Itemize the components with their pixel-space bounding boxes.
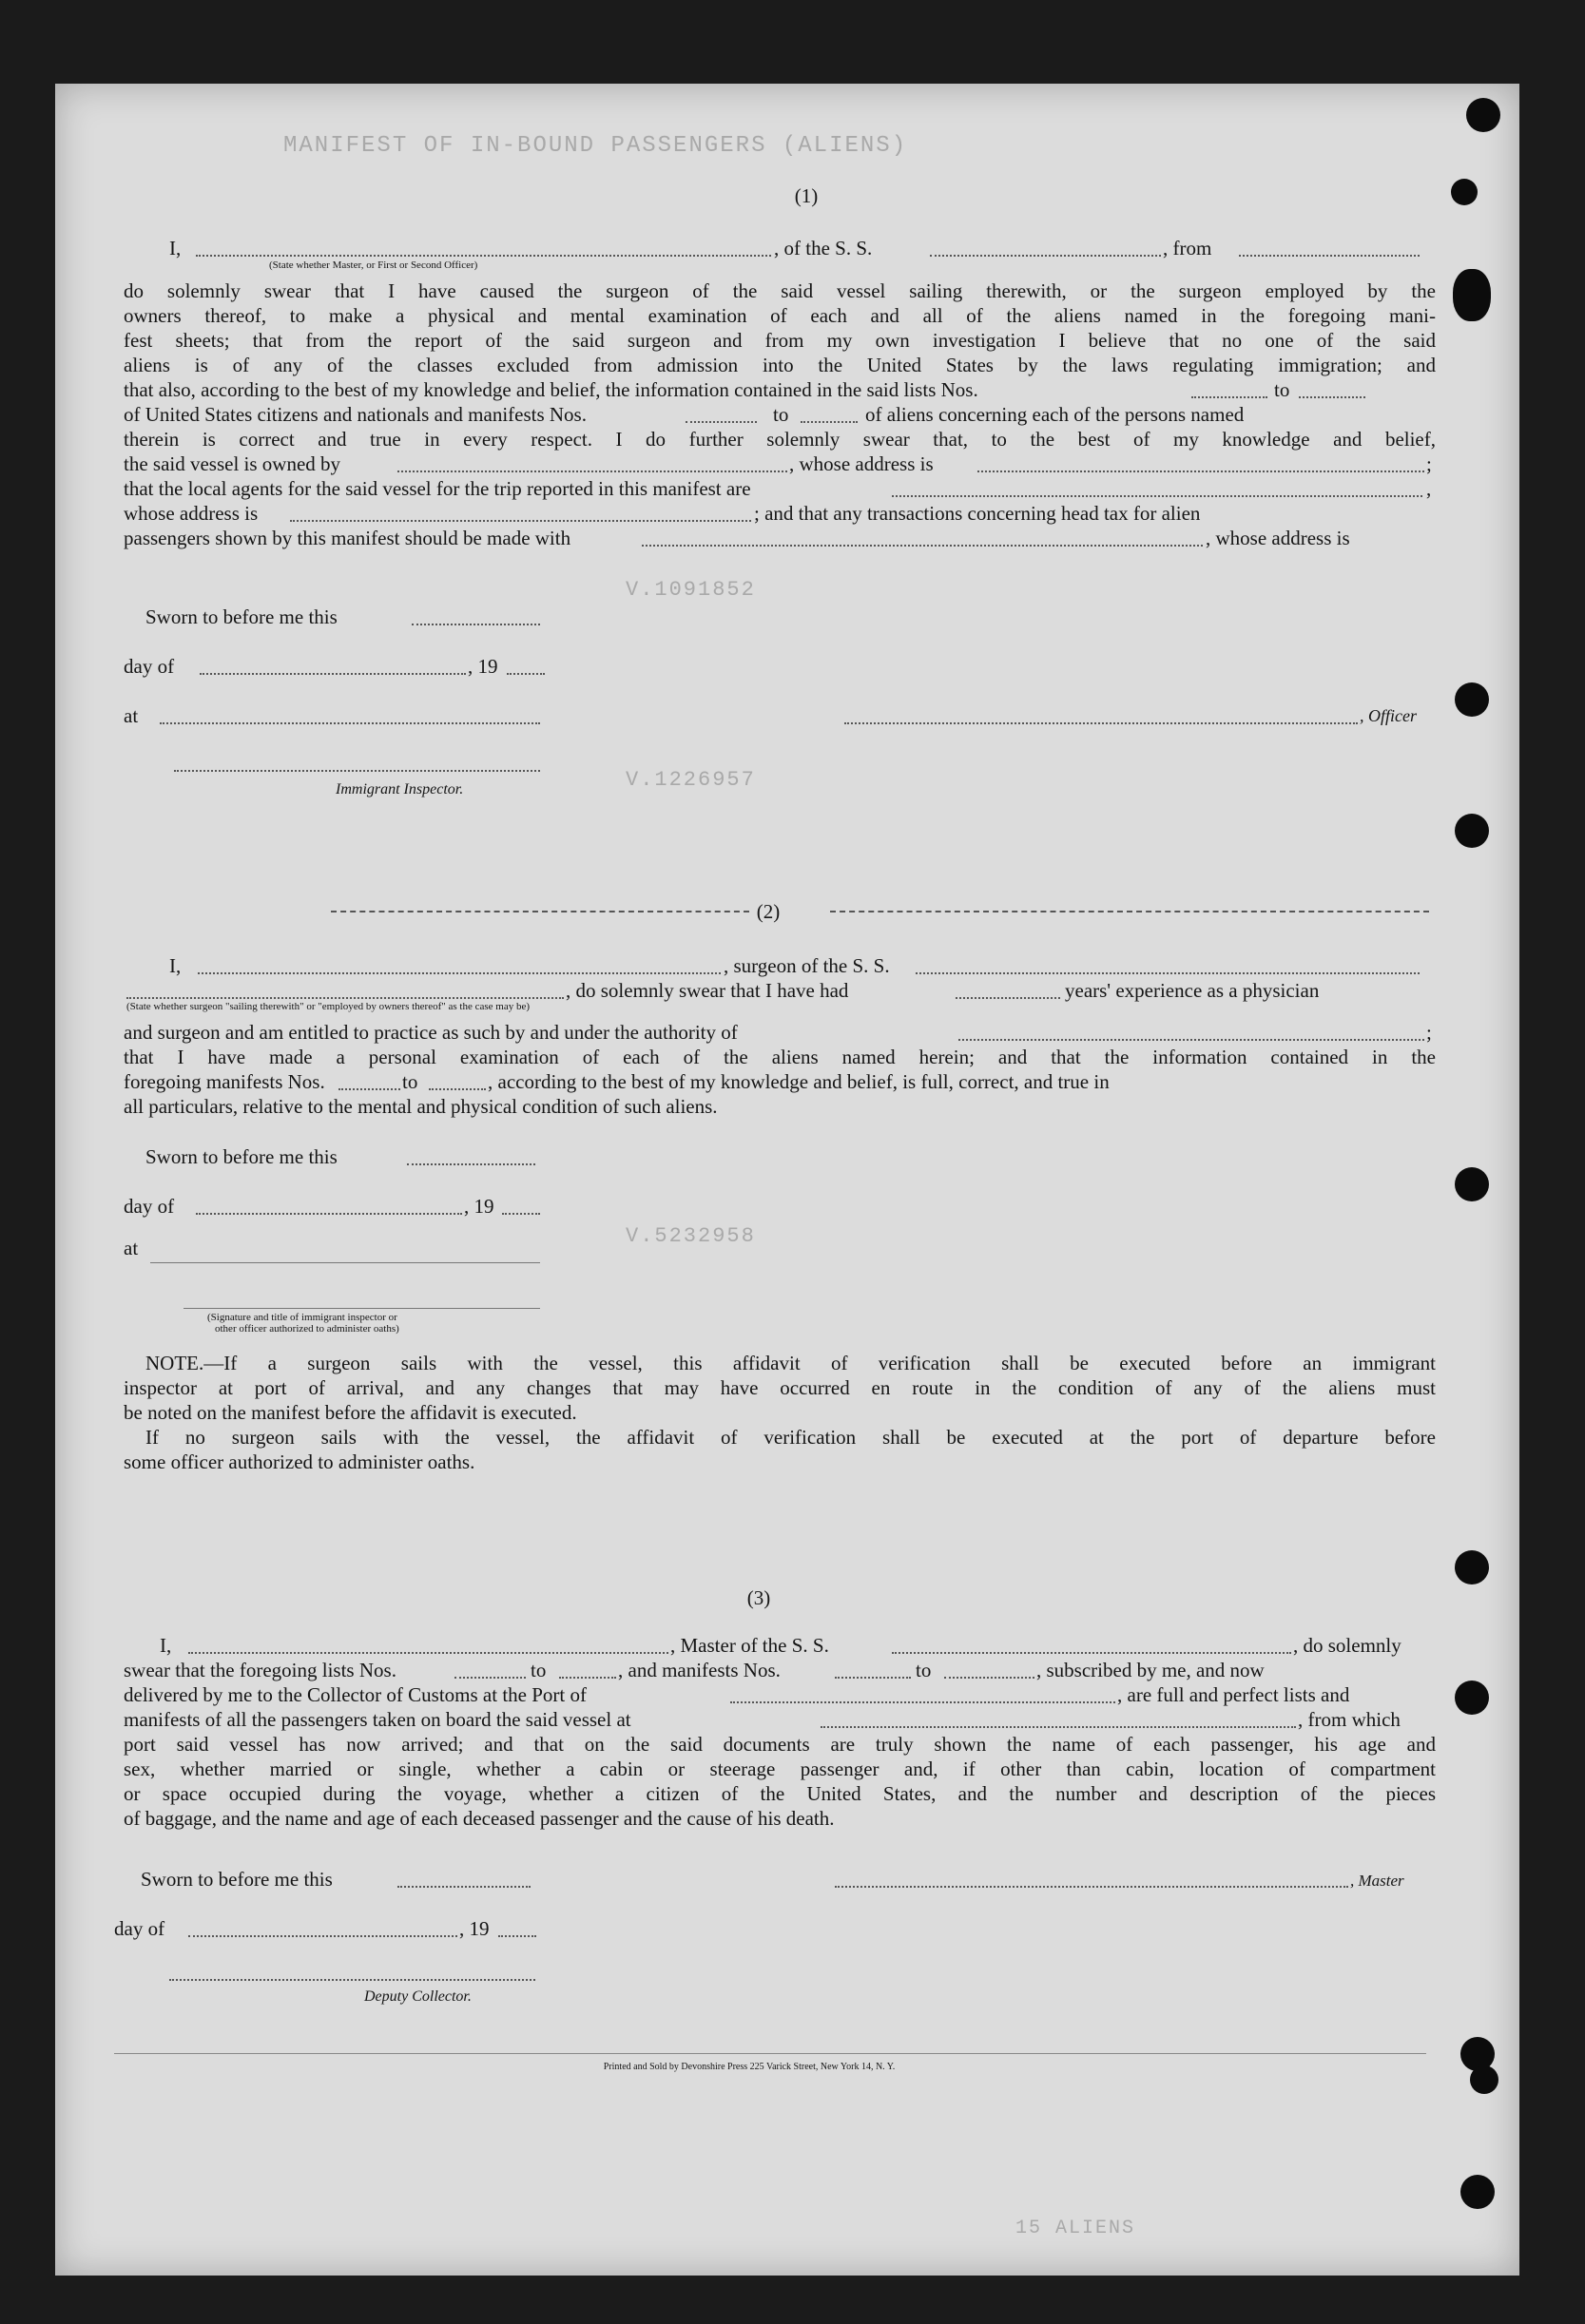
inspector-label: Immigrant Inspector. [336,781,464,797]
note-line: NOTE.—If a surgeon sails with the vessel, this affidavit of verification shall be executed before an immigrant [145,1352,1436,1374]
master-label: , Master [1350,1872,1404,1890]
bleed-through-text: MANIFEST OF IN-BOUND PASSENGERS (ALIENS) [283,133,908,159]
deputy-signature-field[interactable] [169,1979,535,1981]
punch-hole [1455,1550,1489,1585]
oath-line: that also, according to the best of my knowledge and belief, the information contained in the said lists Nos. [124,378,978,401]
oath-line: manifests of all the passengers taken on board the said vessel at [124,1708,631,1731]
agents-address-field[interactable] [290,520,751,522]
sworn-label: Sworn to before me this [145,1145,338,1168]
deputy-label: Deputy Collector. [364,1988,472,2005]
label-do-solemnly: , do solemnly [1293,1634,1401,1657]
manifests-to-field[interactable] [944,1677,1034,1679]
section-divider [830,911,1429,912]
oath-line: of United States citizens and nationals and manifests Nos. [124,403,587,426]
section-1-number: (1) [794,184,819,207]
label-to: to [531,1659,547,1681]
local-agents-field[interactable] [892,495,1422,497]
oath-line: that the local agents for the said vessel for the trip reported in this manifest are [124,477,751,500]
signature-line[interactable] [184,1308,540,1309]
manifests-from-field[interactable] [835,1677,911,1679]
vessel-name-field[interactable] [916,972,1420,974]
surgeon-name-field[interactable] [198,972,721,974]
oath-line: port said vessel has now arrived; and that on the said documents are truly shown the name of each passenger, his age and [124,1733,1436,1756]
state-whether-caption: (State whether Master, or First or Second Officer) [269,259,478,271]
punch-hole [1455,1681,1489,1715]
intro-i: I, [169,954,182,977]
month-field[interactable] [200,673,466,675]
lists-from-field[interactable] [1191,396,1267,398]
section-divider [331,911,749,912]
signature-caption: (Signature and title of immigrant inspector or [207,1312,397,1323]
head-tax-agent-field[interactable] [642,545,1203,547]
signature-caption: other officer authorized to administer oaths) [215,1323,399,1335]
sworn-label: Sworn to before me this [145,605,338,628]
label-whose-address: , whose address is [789,452,934,475]
punch-hole [1455,814,1489,848]
section-3-number: (3) [746,1586,771,1609]
at-label: at [124,1237,139,1259]
note-line: be noted on the manifest before the affidavit is executed. [124,1401,577,1424]
oath-line: that I have made a personal examination of each of the aliens named herein; and that the information contained in the [124,1046,1436,1068]
punch-hole [1451,179,1478,205]
year-field[interactable] [498,1935,536,1937]
label-to: to [916,1659,932,1681]
label-master-of: , Master of the S. S. [670,1634,829,1657]
punch-hole [1470,2065,1498,2094]
manifests-from-field[interactable] [686,421,757,423]
vessel-name-field[interactable] [930,255,1161,257]
punch-hole [1455,682,1489,717]
owner-address-field[interactable] [977,471,1424,472]
at-label: at [124,704,139,727]
note-line: inspector at port of arrival, and any changes that may have occurred en route in the condition of any of the aliens must [124,1376,1436,1399]
surgeon-type-caption: (State whether surgeon "sailing therewith" or "employed by owners thereof" as the case may be) [126,1001,531,1012]
label-from-which: , from which [1298,1708,1401,1731]
inspector-signature-field[interactable] [174,770,540,772]
note-line: some officer authorized to administer oaths. [124,1450,475,1473]
year-prefix: , 19 [464,1195,494,1218]
bleed-through-text: V.5232958 [626,1224,756,1248]
label-of-aliens: of aliens concerning each of the persons named [865,403,1245,426]
label-whose-address: , whose address is [1206,527,1350,549]
oath-line: or space occupied during the voyage, whether a citizen of the United States, and the number and description of the pieces [124,1782,1436,1805]
lists-from-field[interactable] [454,1677,526,1679]
label-according: , according to the best of my knowledge and belief, is full, correct, and true in [488,1070,1110,1093]
punch-hole [1455,1167,1489,1201]
oath-line: and surgeon and am entitled to practice as such by and under the authority of [124,1021,738,1044]
intro-i: I, [160,1634,172,1657]
lists-to-field[interactable] [559,1677,616,1679]
label-and-manifests: , and manifests Nos. [618,1659,781,1681]
manifests-to-field[interactable] [801,421,858,423]
officer-signature-field[interactable] [844,722,1358,724]
bleed-through-text: V.1226957 [626,768,756,792]
punch-hole [1453,269,1491,321]
lists-to-field[interactable] [1299,396,1365,398]
label-do-solemnly: , do solemnly swear that I have had [566,979,849,1002]
oath-line: swear that the foregoing lists Nos. [124,1659,396,1681]
punct: ; [1426,1021,1432,1044]
label-to: to [773,403,789,426]
oath-line: aliens is of any of the classes excluded from admission into the United States by the laws regulating immigration; and [124,354,1436,376]
label-surgeon-of: , surgeon of the S. S. [724,954,890,977]
oath-line: do solemnly swear that I have caused the surgeon of the said vessel sailing therewith, or the surgeon employed by the [124,279,1436,302]
officer-name-field[interactable] [196,255,771,257]
month-field[interactable] [196,1213,462,1215]
sworn-day-field[interactable] [412,624,540,625]
day-of-label: day of [114,1917,165,1940]
intro-i: I, [169,237,182,259]
label-head-tax: ; and that any transactions concerning head tax for alien [754,502,1201,525]
sworn-label: Sworn to before me this [141,1868,333,1891]
oath-line: passengers shown by this manifest should be made with [124,527,571,549]
section-2-number: (2) [756,900,781,923]
location-field[interactable] [150,1262,540,1263]
footer-rule [114,2053,1426,2054]
oath-line: therein is correct and true in every respect. I do further solemnly swear that, to the best of my knowledge and belief, [124,428,1436,451]
surgeon-type-field[interactable] [126,997,564,999]
oath-line: delivered by me to the Collector of Customs at the Port of [124,1683,587,1706]
punct: , [1426,477,1432,500]
punch-hole [1460,2175,1495,2209]
punch-hole [1466,98,1500,132]
oath-line: the said vessel is owned by [124,452,341,475]
label-subscribed: , subscribed by me, and now [1036,1659,1265,1681]
oath-line: sex, whether married or single, whether a cabin or steerage passenger and, if other than cabin, location of compartment [124,1757,1436,1780]
departure-port-field[interactable] [821,1726,1296,1728]
month-field[interactable] [188,1935,457,1937]
label-to: to [402,1070,418,1093]
oath-line: all particulars, relative to the mental and physical condition of such aliens. [124,1095,718,1118]
manifests-to-field[interactable] [429,1088,486,1090]
oath-line: owners thereof, to make a physical and mental examination of each and all of the aliens named in the foregoing mani- [124,304,1436,327]
manifest-page [55,84,1519,2276]
year-field[interactable] [507,673,545,675]
oath-line: whose address is [124,502,259,525]
year-field[interactable] [502,1213,540,1215]
owner-field[interactable] [397,471,787,472]
port-from-field[interactable] [1239,255,1420,257]
authority-field[interactable] [958,1039,1424,1041]
day-of-label: day of [124,655,175,678]
oath-line: of baggage, and the name and age of each deceased passenger and the cause of his death. [124,1807,835,1830]
year-prefix: , 19 [468,655,498,678]
sworn-day-field[interactable] [397,1886,531,1888]
label-of-the-ss: , of the S. S. [774,237,873,259]
sworn-day-field[interactable] [407,1163,535,1165]
note-line: If no surgeon sails with the vessel, the affidavit of verification shall be executed at the port of departure before [145,1426,1436,1449]
bleed-through-text: V.1091852 [626,578,756,602]
day-of-label: day of [124,1195,175,1218]
master-signature-field[interactable] [835,1886,1348,1888]
master-name-field[interactable] [188,1652,668,1654]
vessel-name-field[interactable] [892,1652,1291,1654]
years-experience-field[interactable] [956,997,1060,999]
label-years: years' experience as a physician [1065,979,1320,1002]
punct: ; [1426,452,1432,475]
officer-label: , Officer [1360,706,1417,725]
year-prefix: , 19 [459,1917,490,1940]
port-field[interactable] [730,1701,1115,1703]
bleed-through-text: 15 ALIENS [1015,2218,1136,2239]
oath-line: foregoing manifests Nos. [124,1070,325,1093]
label-to: to [1274,378,1290,401]
label-full-perfect: , are full and perfect lists and [1117,1683,1350,1706]
manifests-from-field[interactable] [338,1088,400,1090]
printer-imprint: Printed and Sold by Devonshire Press 225 Varick Street, New York 14, N. Y. [603,2062,896,2072]
oath-line: fest sheets; that from the report of the said surgeon and from my own investigation I believe that no one of the said [124,329,1436,352]
label-from: , from [1163,237,1212,259]
location-field[interactable] [160,722,540,724]
